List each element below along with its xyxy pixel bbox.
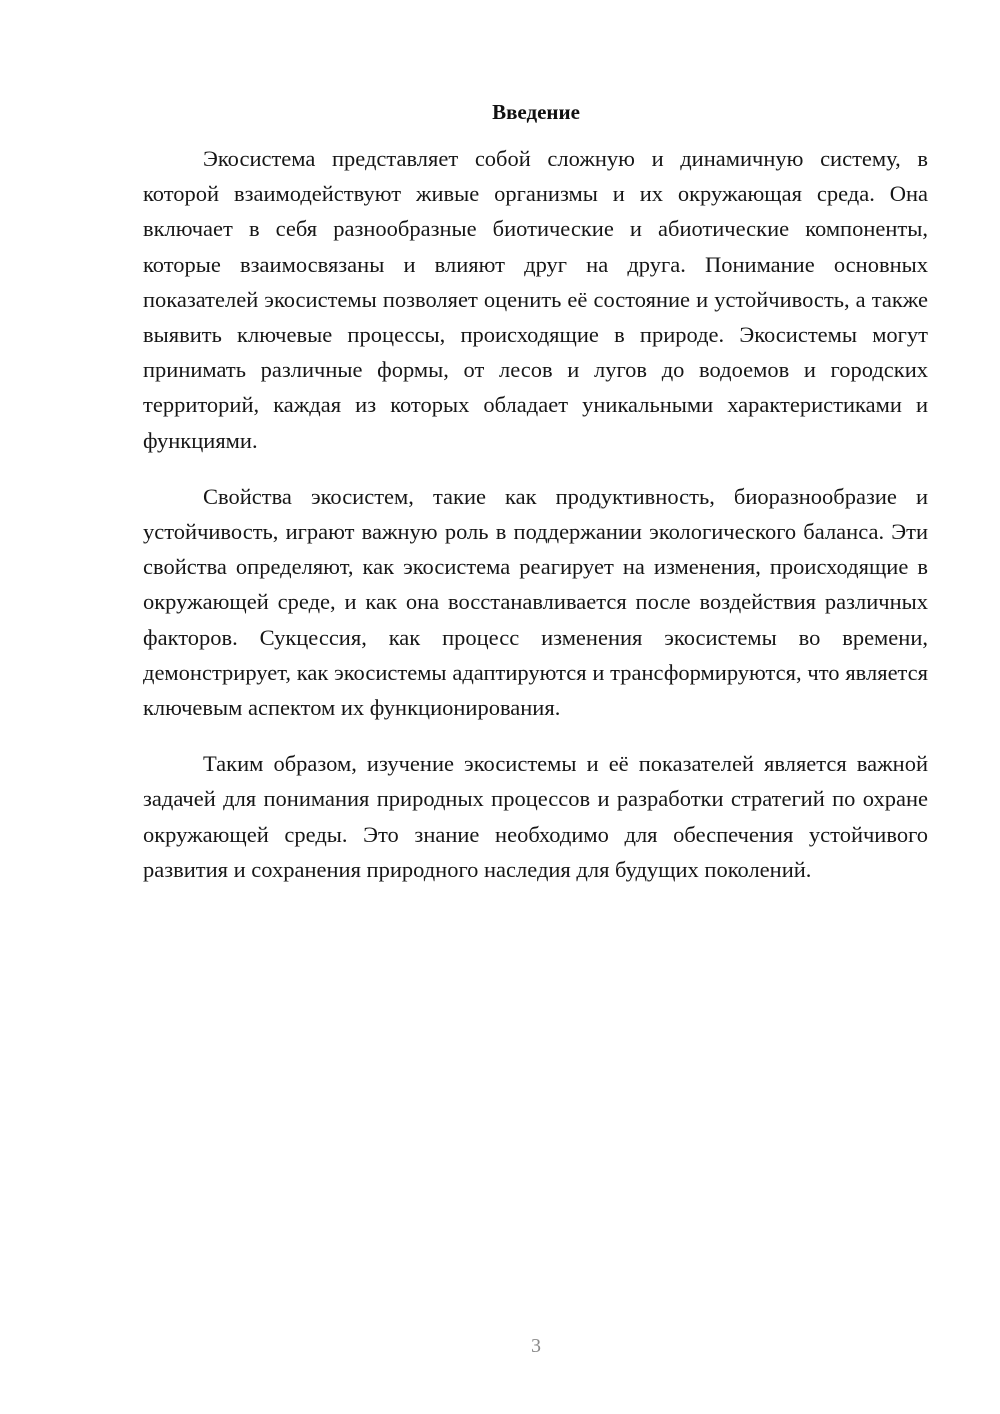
paragraph-1: Экосистема представляет собой сложную и динамичную систему, в которой взаимодействуют живые организмы и их окружающая среда. Она включает в себя разнообразные биотические и абиотические компоненты, которые взаимосвязаны и влияют друг на друга. Понимание основных показателей экосистемы позволяет оценить её состояние и устойчивость, а также выявить ключевые процессы, происходящие в природе. Экосистемы могут принимать различные формы, от лесов и лугов до водоемов и городских территорий, каждая из которых обладает уникальными характеристиками и функциями. [143, 146, 928, 453]
paragraph-2: Свойства экосистем, такие как продуктивность, биоразнообразие и устойчивость, играют важную роль в поддержании экологического баланса. Эти свойства определяют, как экосистема реагирует на изменения, происходящие в окружающей среде, и как она восстанавливается после воздействия различных факторов. Сукцессия, как процесс изменения экосистемы во времени, демонстрирует, как экосистемы адаптируются и трансформируются, что является ключевым аспектом их функционирования. [143, 483, 928, 721]
page-number: 3 [531, 1335, 541, 1357]
body-text [143, 141, 928, 908]
section-heading: Введение [492, 100, 580, 124]
paragraph-3: Таким образом, изучение экосистемы и её показателей является важной задачей для понимания природных процессов и разработки стратегий по охране окружающей среды. Это знание необходимо для обеспечения устойчивого развития и сохранения природного наследия для будущих поколений. [143, 751, 928, 882]
